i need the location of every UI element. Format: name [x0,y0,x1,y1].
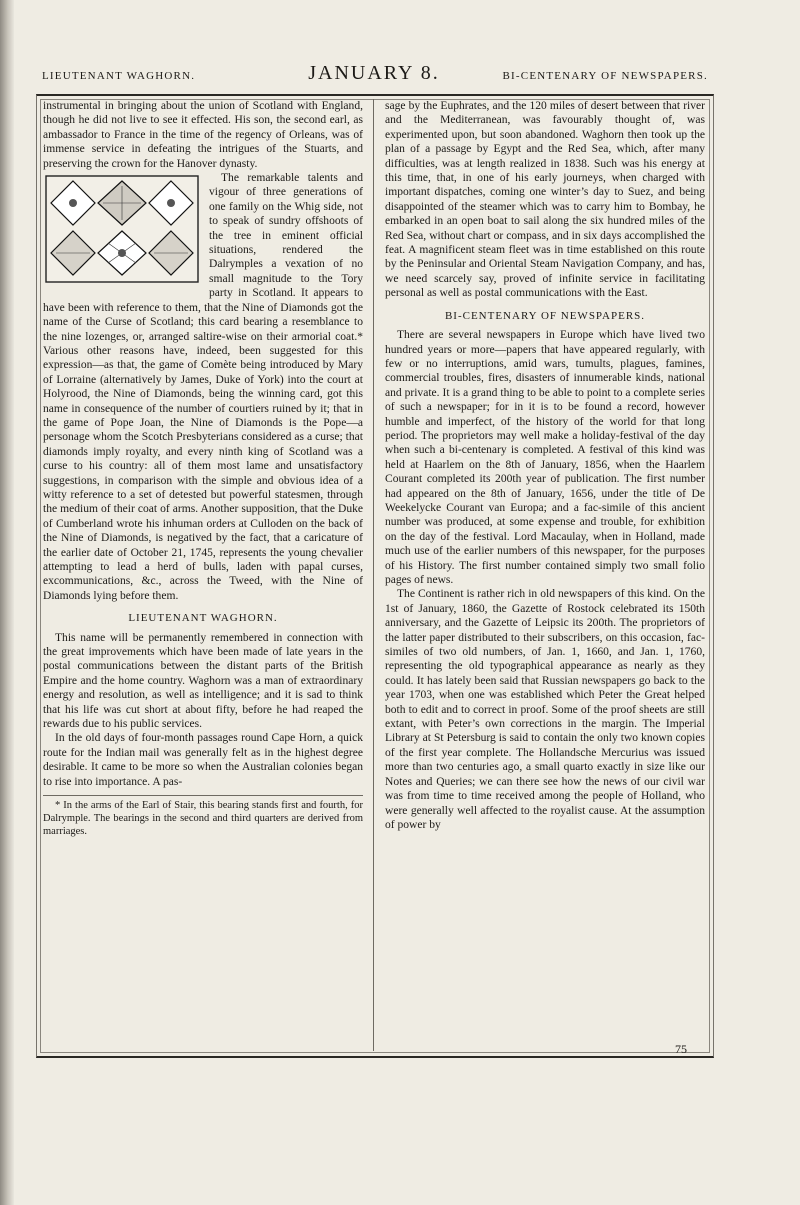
right-column [385,99,705,832]
column-divider [373,99,374,1051]
running-header [36,60,712,94]
paragraph: The Continent is rather rich in old newspapers of this kind. On the 1st of January, 1860, the Gazette of Rostock celebrated its 150th anniversary, and the Gazette of Leipsic its 200th. The proprietors of the latter paper distributed to their subscribers, on this occasion, fac-similes of two old numbers, of Jan. 1, 1660, and Jan. 1, 1760, representing the old typographical appearance as nearly as they could. It has lately been said that Russian newspapers go back to the year 1703, when one was established which Peter the Great helped both to edit and to correct in proof. Some of the proof sheets are still extant, with Peter’s own corrections in the margin. The Imperial Library at St Petersburg is said to contain the only two known copies of the first year complete. The Hollandsche Mercurius was issued more than two centuries ago, a small quarto exactly in size like our Notes and Queries; we can there see how the news of our civil war was from time to time received among the people of Holland, who were generally well affected to the royalist cause. At the assumption of power by [385,588,705,831]
curse-paragraph-wrap [43,171,363,603]
paragraph: The remarkable talents and vigour of three generations of one family on the Whig side, not to speak of sundry offshoots of the tree in eminent official situations, rendered the Dalrymples a vexation of no small magnitude to the Tory party in Scotland. It appears to have been with reference to them, that the Nine of Diamonds got the name of the Curse of Scotland; this card bearing a resemblance to the nine lozenges, or, arranged saltire-wise on their armorial coat.* Various other reasons have, indeed, been suggested for this expression—as that, the game of Comète being introduced by Mary of Lorraine (alternatively by James, Duke of York) into the court at Holyrood, the Nine of Diamonds, being the winning card, got this name in consequence of the number of courtiers ruined by it; that in the game of Pope Joan, the Nine of Diamonds is the Pope—a personage whom the Scotch Presbyterians considered as a curse; that diamonds imply royalty, and every ninth king of Scotland was a curse to his country: all of them most lame and unsatisfactory suggestions, in comparison with the simple and obvious idea of a witty reference to a set of detested but powerful statesmen, through the medium of their coat of arms. Another supposition, that the Duke of Cumberland wrote his inhuman orders at Culloden on the back of the Nine of Diamonds, is negatived by the fact, that a caricature of the earlier date of October 21, 1745, represents the young chevalier attempting to lead a herd of bulls, laden with papal curses, excommunications, &c., across the Tweed, with the Nine of Diamonds lying before them. [43,172,363,602]
left-column [43,99,363,838]
paragraph: In the old days of four-month passages round Cape Horn, a quick route for the Indian mail was generally felt as in the highest degree desirable. It came to be more so when the Australian colonies began to rise into importance. A pas- [43,732,363,788]
header-left: LIEUTENANT WAGHORN. [42,70,196,82]
section-heading: BI-CENTENARY OF NEWSPAPERS. [444,309,646,322]
paragraph: This name will be permanently remembered in connection with the great improvements which have been made of late years in the postal communications between the distant parts of the British Empire and the home country. Waghorn was a man of extraordinary energy and resolution, as well as intelligence; and it is sad to think that his life was cut short at about fifty, before he had reaped the rewards due to his public services. [43,631,363,731]
book-spine-shadow [0,0,14,1205]
nine-of-diamonds-icon [43,173,201,285]
paragraph: There are several newspapers in Europe which have lived two hundred years or more—papers that have appeared regularly, with few or no interruptions, amid wars, tumults, plagues, famines, commercial troubles, fires, disasters of innumerable kinds, national and private. It is a grand thing to be able to point to a complete series of such a newspaper; for in it is to be found a record, however humble and imperfect, of the history of the world for that long period. The proprietors may well make a holiday-festival of the day when such a bi-centenary is completed. A festival of this kind was held at Haarlem on the 8th of January, 1856, when the Haarlem Courant completed its 200th year of publication. The first number had appeared on the 8th of January, 1656, under the title of De Weekelycke Courant van Europa; and a fac-simile of this ancient number was produced, at some expense and trouble, for exhibition on the day of the festival. Lord Macaulay, when in Holland, made much use of the earlier numbers of this newspaper, for the purposes of his History. The first number contained simply two small folio pages of news. [385,329,705,586]
section-heading: LIEUTENANT WAGHORN. [128,612,278,625]
paragraph: sage by the Euphrates, and the 120 miles of desert between that river and the Mediterranean, was favourably thought of, was experimented upon, but soon abandoned. Waghorn then took up the plan of a passage by Egypt and the Red Sea, which, after many difficulties, was at length realized in 1838. Such was his energy at this time, that, in one of his early journeys, when charged with important dispatches, coming one winter’s day to Suez, and being disappointed of the steamer which was to carry him to Bombay, he embarked in an open boat to sail along the six hundred miles of the Red Sea, without chart or compass, and in six days accomplished the feat. A magnificent steam fleet was in time established on this route by the Peninsular and Oriental Steam Navigation Company, and has, we need scarcely say, proved of infinite service in facilitating personal as well as postal communications with the East. [385,100,705,300]
footnote: * In the arms of the Earl of Stair, this bearing stands first and fourth, for Dalrymple. The bearings in the second and third quarters are derived from marriages. [43,795,363,838]
page-number: 75 [675,1042,687,1056]
header-right: BI-CENTENARY OF NEWSPAPERS. [502,70,708,82]
paragraph: instrumental in bringing about the union of Scotland with England, though he did not live to see it effected. His son, the second earl, as ambassador to France in the time of the regency of Orleans, was of immense service in defeating the intrigues of the Stuarts, and preserving the crown for the Hanover dynasty. [43,100,363,170]
header-date: JANUARY 8. [308,62,440,84]
